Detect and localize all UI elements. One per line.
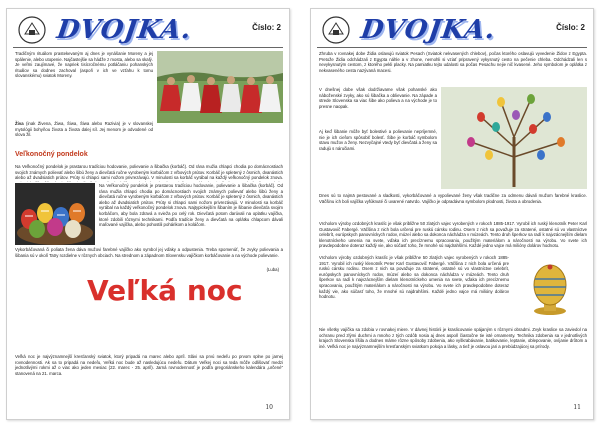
big-title-text: Veľká noc (87, 274, 243, 307)
names-paragraph (15, 121, 153, 138)
names-label: Živa (15, 121, 24, 126)
left-page (6, 8, 290, 420)
body-text-1 (15, 164, 283, 182)
right-page (310, 8, 594, 420)
page-number: 11 (573, 404, 581, 411)
folk-dance-photo (157, 51, 283, 123)
school-logo-icon (17, 15, 47, 45)
issue-label: Číslo: 2 (556, 23, 585, 32)
right-paragraph-1: Zhruba v rovnakej dobe Židia oslavujú sviatok Pesach (Sviatok nekvasených chlebov), počas ktorého oslavujú vyvedenie Židov z Egypta. Pretože Židia odchádzali z Egypta náhle a v zhone, nemohli si vziať pripravený vykysnutý cesto na pečenie chleba. Odchádzali len s nevykysnutým cestom, z ktorého pekli placky. Na pamiatku tejto udalosti sa počas Pesachu nejie nič kvasené. Jeho symbolom je oplátka z nekvaseného cesta nazývaná macesi. (319, 51, 587, 73)
page-number: 10 (265, 404, 273, 411)
right-paragraph-3: Aj keď šibanie môže byť bolestivé a polievanie nepríjemné, nie je ich cieľom spôsobiť bolesť. Šibe je korbáč symbolom stavu mužov a ženy. Nezvyčajné vtedy byť dievčatá a ženy sa radujú s náručiami. (319, 129, 437, 151)
faberge-egg-photo (513, 259, 587, 323)
intro-text: Tradičným rituálom prastekevaným aj dnes je vynášanie Moreny a jej spálenie, alebo utopenie. Najčastejšie sa hádže z mosta, alebo sa skalý. Je veľmi zaujímavé, že napriek tisícročnému potláčaniu pohanských rituálov sa dodnes zachoval (aspoň v ich ve vzťahu k tomu slovanskému) sviatok Moreny. (15, 51, 153, 79)
right-paragraph-6: Nie všetky vajíčka sa zdobia v rovnakej miere. V dávnej histórii je kraslicovanie spájaným s rôznymi obradmi. Zvyk kraslice sa zaviedol na ochranu pred zlými duchmi a mnoho z tých ozdôb nosia aj dnes aspoň čiastočne tie isté ornamenty. Technika zdobenia sa v jednotlivých krajoch Slovenska líšila a dodnes máme rôzne spôsoby zdobenia, ako vyškrabávanie, batikovanie, leptanie, oblepovanie, ovíjanie drôtom a iné. Veľká noc je najvýznamnejším kresťanským sviatkom pokoja a lásky, a tiež je oslavou jari a prebúdzajúcej sa prírody. (319, 327, 587, 349)
signature: (Luba) (266, 267, 279, 272)
right-paragraph-4: Dnes sú to najmä pestované a sladkosti, vykorbáčované a vypolievané ženy však tradične za odmenu dávali mužom farebné kraslice. Väčšinu ich boli vajíčka vyfúknuté či uvarené natvrdo. Vajíčko je odpradávna symbolom plodnosti, života a obrodenia. (319, 193, 587, 204)
right-paragraph-5-continued-content: Vrcholom výroby ozdobných kraslíc je však približne 50 zlatých vajec vyrobených v rokoch 1885-1917. Vyrobil ich ruský klenotník Peter Karl Gustavovič Fabergé. Väčšina z nich bola určená pre ruskú cársku rodinu. Osem z nich sa považuje za stratené, ostatné sú vo vlastníctve celebrít, európskych panovníckych rodov, múzeí alebo sa dokonca náchádza v múzeách. Tento druh šperkov sa radí k najvzácnejším dielam klenotníckeho umenia na svete, vďaka ich precíznemu spracovaniu, použitým materiálom a náročnosti na výrobu. Vo svete ich pravdepodobne doteraz každý vie, ako súčasť toho, že mnohé sú najdrahšími. Každé jedno vajce má milióny dolárov hodnotu. (319, 255, 509, 300)
section-title: Veľkonočný pondelok (15, 151, 88, 158)
issue-label: Číslo: 2 (252, 23, 281, 32)
school-logo-icon (321, 15, 351, 45)
body-text-3: Veľká noc je najvýznamnejší kresťanský sviatok, ktorý pripadá na marec alebo apríl. Slávi sa prvú nedeľu po prvom splne po jarnej rovnodennosti. Ak sa to pripadá na nedeľu, Veľká noc bude až nasledujúcu nedeľu. Dátum Veľkej noci sa teda môže odlišovať medzi jednotlivými rokmi až o viac ako jeden mesiac (22. marec - 25. apríl). Jarná rovnodennosť je podľa gregoriánskeho kalendára „určené“ stanovená na 21. marca. (15, 354, 283, 376)
body-text-1-content: Na Veľkonočný pondelok je prastarou tradíciou hodovanie, polievanie a šibačka (korbáč). Od rána mužia chlapci chodia po domácnostiach svojich známych polievať alebo šibú ženy a dievčatá ručne vyrobeným korbáčom z vŕbových prútov. Korbáč je spletený z ôsmich, dvanástich alebo až dvadsiatich prútov. Prúty si chlapci sami nožom privrezávajú. V minulosti sa korbáč vyrábal na každý veľkonočný pondelok znova. (15, 164, 283, 181)
right-paragraph-5 (319, 221, 587, 255)
masthead: DVOJKA. (54, 15, 194, 45)
header-rule (13, 47, 283, 48)
body-text-1-continued-content: Na Veľkonočný pondelok je prastarou tradíciou hodovanie, polievanie a šibačka (korbáč). Od rána mužia chlapci chodia po domácnostiach svojich známych polievať alebo šibú ženy a dievčatá ručne vyrobeným korbáčom z vŕbových prútov. Korbáč je spletený z ôsmich, dvanástich alebo až dvadsiatich prútov. Prúty si chlapci sami nožom privrezávajú. V minulosti sa korbáč vyrábal na každý veľkonočný pondelok znova. Najtypickejším šibaním je šibanie dievčaťa svojim korbáčom, aby bola zdravá a svieža po celý rok. Dievčatá potom darúvali na oplatku vajíčka, ktoré zdobili rôznymi technikami. Podľa tradície ženy a dievčatá na oplátku chlapcom dávali maľované vajíčka, alebo pohostili pohárikom a koláčom. (99, 183, 283, 228)
right-paragraph-5-continued (319, 255, 509, 325)
names-text: (inak Živena, Žiwa, Šiwa, Šiwa alebo Razivia) je v slovanskej mytológii bohyňou života a života dalej síl. Jej menom je odvodené od slova žil. (15, 121, 153, 138)
body-text-1-continued (99, 183, 283, 245)
right-paragraph-5-content: Vrcholom výroby ozdobných kraslíc je však približne 50 zlatých vajec vyrobených v rokoch 1885-1917. Vyrobil ich ruský klenotník Peter Karl Gustavovič Fabergé. Väčšina z nich bola určená pre ruskú cársku rodinu. Osem z nich sa považuje za stratené, ostatné sú vo vlastníctve celebrít, európskych panovníckych rodov, múzeí alebo sa dokonca náchádza v múzeách. Tento druh šperkov sa radí k najvzácnejším dielam klenotníckeho umenia na svete, vďaka ich precíznemu spracovaniu, použitým materiálom a náročnosti na výrobu. Vo svete ich pravdepodobne doteraz každý vie, ako súčasť toho, že mnohé sú najdrahšími. Každé jedno vajce má milióny dolárov hodnotu. (319, 221, 587, 249)
header-rule (317, 47, 587, 48)
right-paragraph-2: V dnešnej dobe však dodržiavame však pohanské ako náboženské zvyky, ako sú šibačka a oblievanie. Na západe a strede Slovenska sa viac šibe ako polieva a na východe je to presne naopak. (319, 87, 437, 109)
body-text-2: Vykorbáčovaná či poliata žena dáva mužovi farebné vajíčko ako symbol jej vďaky a odpustenia. Treba spomenúť, že zvyky polievania a šibania sú v okolí Tatry rozdielne v rôznych obciach. Na strednom a západnom Slovensku vajíčkom korbáčovanie a na východe polievanie. (15, 247, 283, 258)
easter-eggs-basket-photo (15, 183, 95, 245)
big-title (87, 274, 243, 307)
masthead: DVOJKA. (358, 15, 498, 45)
decorated-eggs-tree-photo (441, 87, 587, 189)
